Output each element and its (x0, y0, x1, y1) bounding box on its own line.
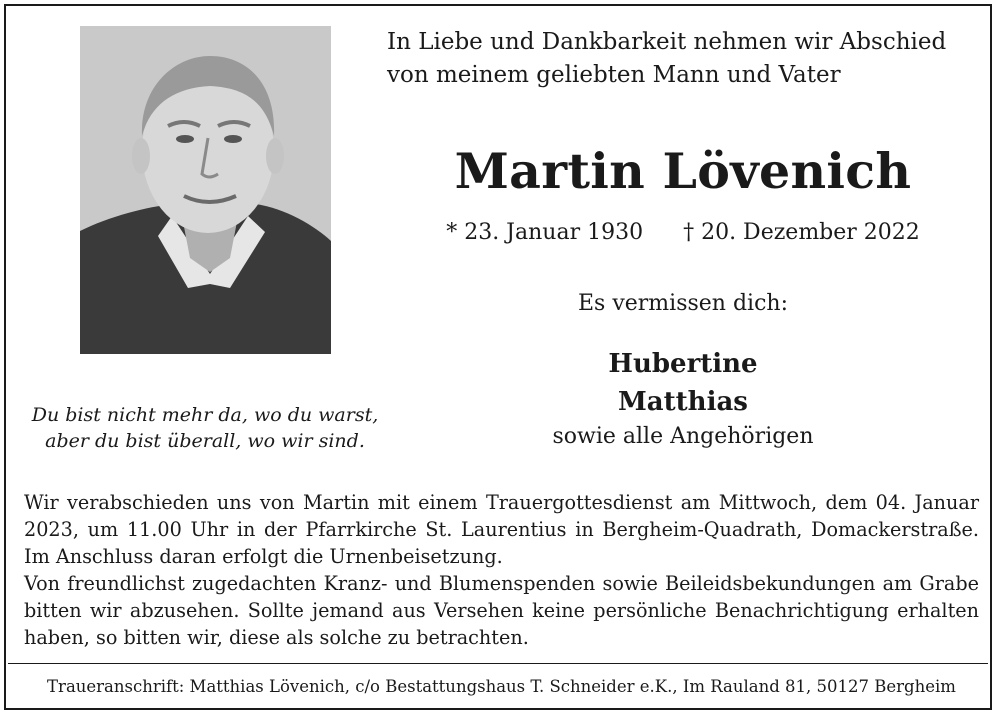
mourner-name: Matthias (618, 387, 748, 417)
service-paragraph: Wir verabschieden uns von Martin mit einem Trauergottesdienst am Mittwoch, dem 04. Januar 2023, um 11.00 Uhr in der Pfarrkirche St. Laurentius in Bergheim-Quadrath, Domackerstraße. Im Anschluss daran erfolgt die Urnenbeisetzung. (24, 491, 979, 568)
portrait-illustration (80, 26, 331, 354)
intro-line-1: In Liebe und Dankbarkeit nehmen wir Abschied (387, 29, 947, 55)
birth-date: * 23. Januar 1930 (446, 220, 644, 245)
life-dates (380, 220, 986, 245)
condolence-paragraph: Von freundlichst zugedachten Kranz- und Blumenspenden sowie Beileidsbekundungen am Grabe bitten wir abzusehen. Sollte jemand aus Versehen keine persönliche Benachrichtigung erhalten haben, so bitten wir, diese als solche zu betrachten. (24, 572, 979, 649)
mourning-address: Traueranschrift: Matthias Lövenich, c/o Bestattungshaus T. Schneider e.K., Im Rauland 81, 50127 Bergheim (47, 677, 956, 696)
deceased-name: Martin Lövenich (454, 142, 912, 200)
relatives-line: sowie alle Angehörigen (552, 424, 814, 449)
intro-text (387, 26, 987, 92)
quote-line-2: aber du bist überall, wo wir sind. (45, 430, 365, 452)
death-date: † 20. Dezember 2022 (683, 220, 920, 245)
quote-line-1: Du bist nicht mehr da, wo du warst, (31, 404, 379, 426)
mourner-name: Hubertine (608, 349, 758, 379)
mourners-heading: Es vermissen dich: (578, 291, 788, 316)
intro-line-2: von meinem geliebten Mann und Vater (387, 62, 841, 88)
divider-line (8, 663, 988, 664)
memorial-quote (0, 402, 410, 454)
service-details (24, 489, 979, 651)
portrait-photo (80, 26, 331, 354)
